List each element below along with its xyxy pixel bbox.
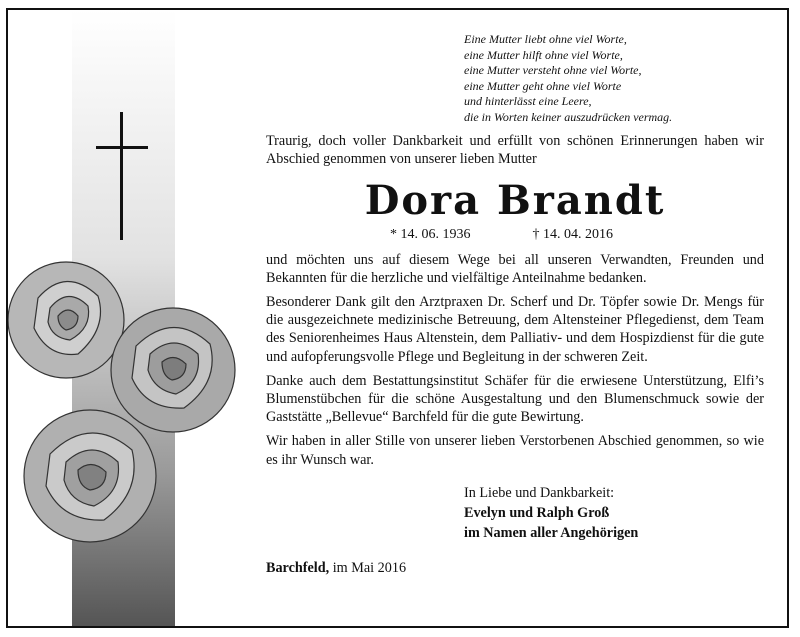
cross-icon	[96, 112, 152, 242]
rose-top-left	[8, 262, 124, 378]
intro-text: Traurig, doch voller Dankbarkeit und erfüllt von schönen Erinnerungen haben wir Abschied genommen von unserer lieben Mutter	[266, 133, 764, 168]
place-date	[266, 559, 764, 577]
paragraph: Wir haben in aller Stille von unserer lieben Verstorbenen Abschied genommen, so wie es ihr Wunsch war.	[266, 433, 764, 468]
paragraph: Besonderer Dank gilt den Arztpraxen Dr. Scherf und Dr. Töpfer sowie Dr. Mengs für die ausgezeichnete medizinische Betreuung, dem Altensteiner Pflegedienst, dem Team des Seniorenheimes Haus Altenstein, dem Palliativ- und dem Hospizdienst für die gute und aufopferungsvolle Pflege und Begleitung in der schweren Zeit.	[266, 294, 764, 365]
paragraph: Danke auch dem Bestattungsinstitut Schäfer für die erwiesene Unterstützung, Elfi’s Blumenstübchen für die schöne Ausgestaltung und den Blumenschmuck sowie der Gaststätte „Bellevue“ Barchfeld für die gute Bewirtung.	[266, 372, 764, 426]
poem-line: eine Mutter hilft ohne viel Worte,	[464, 47, 623, 62]
roses-image	[8, 258, 248, 558]
birth-date: * 14. 06. 1936	[390, 227, 471, 243]
life-dates	[390, 226, 764, 244]
poem-line: Eine Mutter liebt ohne viel Worte,	[464, 32, 627, 46]
deceased-name: Dora Brandt	[364, 177, 666, 225]
closing-text: In Liebe und Dankbarkeit:	[464, 484, 615, 501]
notice-body	[266, 132, 764, 577]
place: Barchfeld,	[266, 559, 330, 576]
poem-line: eine Mutter geht ohne viel Worte	[464, 78, 622, 93]
poem-line: und hinterlässt eine Leere,	[464, 94, 592, 108]
death-date: † 14. 04. 2016	[532, 227, 613, 243]
signer: Evelyn und Ralph Groß	[464, 504, 610, 521]
paragraph: und möchten uns auf diesem Wege bei all unseren Verwandten, Freunden und Bekannten für die herzliche und vielfältige Anteilnahme bedanken.	[266, 251, 764, 286]
rose-right	[111, 308, 235, 432]
poem-line: eine Mutter versteht ohne viel Worte,	[464, 63, 642, 77]
date: im Mai 2016	[332, 559, 407, 576]
signer: im Namen aller Angehörigen	[464, 524, 639, 541]
obituary-notice	[6, 8, 789, 628]
poem	[464, 32, 672, 125]
signature-block	[464, 483, 764, 543]
poem-line: die in Worten keiner auszudrücken vermag.	[464, 109, 673, 124]
rose-bottom	[24, 410, 156, 542]
